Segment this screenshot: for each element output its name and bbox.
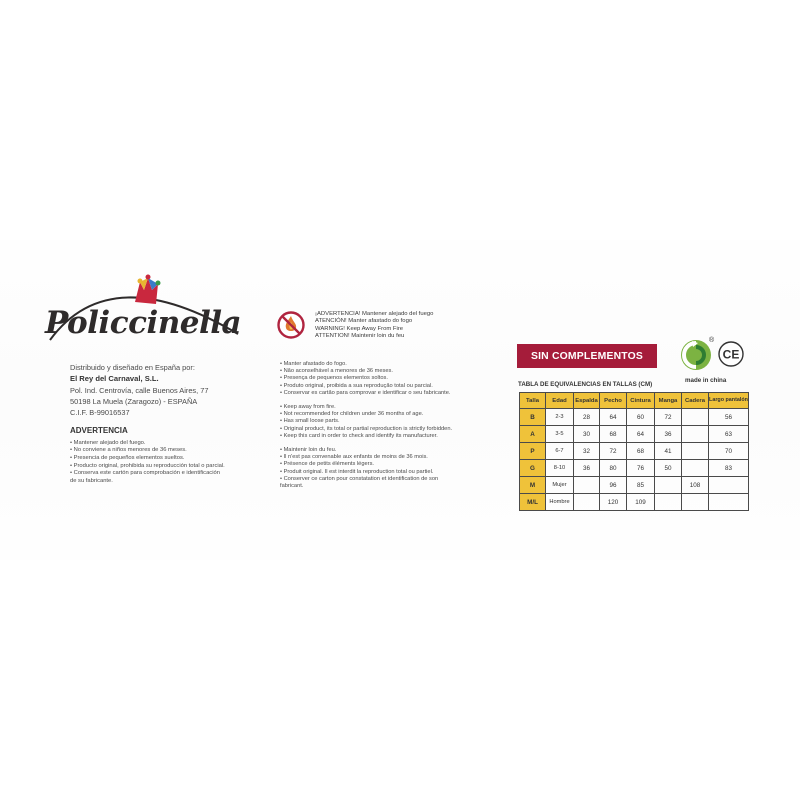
- table-cell: 68: [627, 443, 655, 460]
- table-cell: [682, 409, 709, 426]
- warnings-fr: [280, 447, 505, 490]
- warning-item: de su fabricante.: [70, 477, 113, 484]
- table-cell: 85: [627, 477, 655, 494]
- table-cell: 30: [574, 426, 600, 443]
- fire-warning: ¡ADVERTENCIA! Mantener alejado del fuego: [315, 311, 434, 317]
- fire-warning: WARNING! Keep Away From Fire: [315, 325, 404, 332]
- table-row: [520, 494, 749, 511]
- table-row: [520, 443, 749, 460]
- size-table-title: TABLA DE EQUIVALENCIAS EN TALLAS (CM): [518, 381, 653, 388]
- fire-warning: ATENCIÓN! Manter afastado do fogo: [315, 318, 413, 325]
- company-address-2: 50198 La Muela (Zaragozo) - ESPAÑA: [70, 396, 198, 406]
- header-cintura: Cintura: [627, 393, 655, 409]
- table-cell: [682, 460, 709, 477]
- table-cell: 70: [709, 443, 749, 460]
- table-cell: 50: [655, 460, 682, 477]
- green-dot-recycle-icon: [680, 337, 715, 372]
- header-espalda: Espalda: [574, 393, 600, 409]
- table-cell: 108: [682, 477, 709, 494]
- age-cell: 3-5: [546, 426, 574, 443]
- warning-item: • Has small loose parts.: [280, 418, 340, 425]
- warning-paragraphs: [280, 361, 505, 497]
- header-cadera: Cadera: [682, 393, 709, 409]
- size-table: [519, 392, 749, 511]
- brand-logo: Policcinella: [45, 305, 242, 341]
- table-cell: 68: [600, 426, 627, 443]
- age-cell: 6-7: [546, 443, 574, 460]
- header-manga: Manga: [655, 393, 682, 409]
- header-pecho: Pecho: [600, 393, 627, 409]
- table-cell: 109: [627, 494, 655, 511]
- table-cell: [709, 477, 749, 494]
- fire-warning-lines: [315, 311, 505, 340]
- warnings-pt: [280, 361, 505, 397]
- table-cell: [682, 426, 709, 443]
- warning-item: • Il n'est pas convenable aux enfants de moins de 36 mois.: [280, 454, 428, 461]
- warning-item: • Produit original. Il est interdit la reproduction total ou partiel.: [280, 468, 434, 475]
- warning-item: • Original product, its total or partial reproduction is strictly forbidden.: [280, 425, 453, 432]
- table-row: [520, 460, 749, 477]
- table-cell: 76: [627, 460, 655, 477]
- size-cell: M: [520, 477, 546, 494]
- table-cell: 72: [600, 443, 627, 460]
- warning-item: fabricant.: [280, 483, 304, 490]
- age-cell: 2-3: [546, 409, 574, 426]
- age-cell: Mujer: [546, 477, 574, 494]
- sin-complementos-badge: SIN COMPLEMENTOS: [517, 344, 657, 368]
- table-row: [520, 477, 749, 494]
- warning-item: • Mantener alejado del fuego.: [70, 439, 146, 446]
- distributed-line: Distribuido y diseñado en España por:: [70, 363, 195, 372]
- table-cell: [655, 477, 682, 494]
- table-cell: [574, 494, 600, 511]
- table-cell: 72: [655, 409, 682, 426]
- company-info: [70, 362, 280, 485]
- age-cell: 8-10: [546, 460, 574, 477]
- ce-mark-icon: [718, 341, 744, 367]
- warning-title: ADVERTENCIA: [70, 426, 128, 436]
- warning-item: • Not recommended for children under 36 months of age.: [280, 411, 424, 418]
- warning-list-es: [70, 440, 280, 486]
- warning-item: • Presencia de pequeños elementos sueltos.: [70, 454, 185, 461]
- size-cell: G: [520, 460, 546, 477]
- company-name: El Rey del Carnaval, S.L.: [70, 374, 159, 384]
- warning-item: • Présence de petits éléments légers.: [280, 461, 374, 468]
- warning-item: • Producto original, prohibida su reproducción total o parcial.: [70, 462, 225, 469]
- table-cell: 36: [574, 460, 600, 477]
- table-row: [520, 426, 749, 443]
- table-cell: 80: [600, 460, 627, 477]
- table-cell: 64: [627, 426, 655, 443]
- size-cell: A: [520, 426, 546, 443]
- warning-item: • Keep away from fire.: [280, 404, 336, 411]
- table-cell: [709, 494, 749, 511]
- warnings-en: [280, 404, 505, 440]
- no-fire-icon: [277, 311, 305, 339]
- header-edad: Edad: [546, 393, 574, 409]
- warning-item: • Maintenir loin du feu.: [280, 447, 337, 454]
- svg-text:CE: CE: [722, 347, 740, 362]
- company-address-1: Pol. Ind. Centrovía, calle Buenos Aires, 77: [70, 385, 209, 395]
- warning-item: • Conserver ce carton pour constatation et identification de son: [280, 475, 439, 482]
- table-cell: 28: [574, 409, 600, 426]
- table-cell: 56: [709, 409, 749, 426]
- warning-item: • Não aconselhável a menores de 36 meses.: [280, 368, 393, 375]
- table-cell: 60: [627, 409, 655, 426]
- table-cell: 41: [655, 443, 682, 460]
- warning-item: • Keep this card in order to check and identify its manufacturer.: [280, 432, 438, 439]
- warning-item: • Manter afastado do fogo.: [280, 361, 347, 367]
- table-row: [520, 409, 749, 426]
- company-cif: C.I.F. B-99016537: [70, 408, 130, 418]
- header-talla: Talla: [520, 393, 546, 409]
- table-cell: [574, 477, 600, 494]
- table-cell: 83: [709, 460, 749, 477]
- size-cell: M/L: [520, 494, 546, 511]
- warning-item: • No conviene a niños menores de 36 meses.: [70, 447, 187, 454]
- table-cell: 36: [655, 426, 682, 443]
- table-cell: [682, 494, 709, 511]
- header-largo-pantalon: Largo pantalón: [709, 393, 749, 409]
- table-cell: [655, 494, 682, 511]
- table-cell: 96: [600, 477, 627, 494]
- warning-item: • Produto original, proibida a sua reprodução total ou parcial.: [280, 382, 433, 389]
- age-cell: Hombre: [546, 494, 574, 511]
- table-cell: 120: [600, 494, 627, 511]
- size-cell: B: [520, 409, 546, 426]
- table-cell: [682, 443, 709, 460]
- size-table-header-row: [520, 393, 749, 409]
- table-cell: 63: [709, 426, 749, 443]
- warning-item: • Conserva este cartón para comprobación e identificación: [70, 470, 220, 477]
- table-cell: 64: [600, 409, 627, 426]
- fire-warning: ATTENTION! Maintenir loin du feu: [315, 332, 405, 339]
- warning-item: • Conservar es cartão para comprovar e identificar o seu fabricante.: [280, 389, 451, 396]
- made-in-label: made in china: [685, 377, 727, 384]
- warning-item: • Presença de pequenos elementos soltos.: [280, 375, 388, 382]
- size-cell: P: [520, 443, 546, 460]
- registered-mark: ®: [709, 337, 715, 344]
- table-cell: 32: [574, 443, 600, 460]
